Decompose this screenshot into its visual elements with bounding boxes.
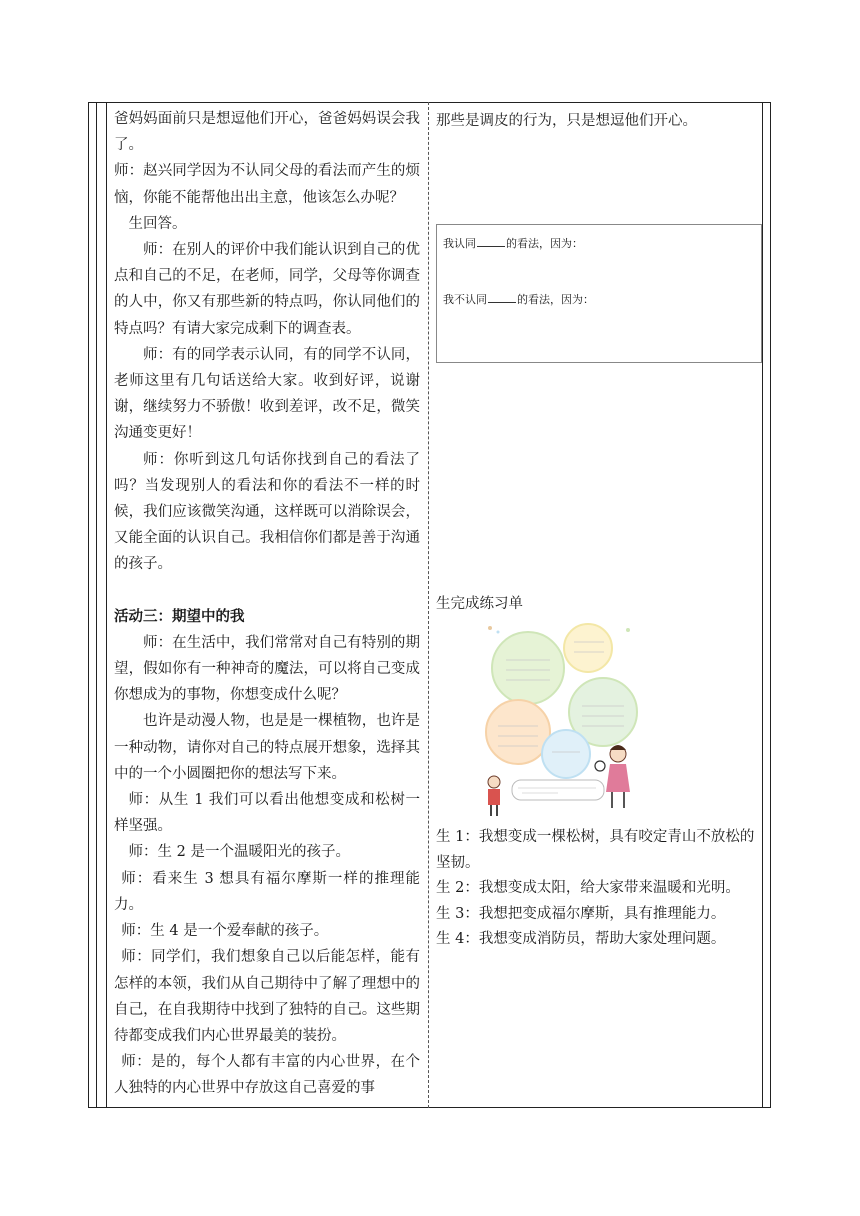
text-line: 师：赵兴同学因为不认同父母的看法而产生的烦恼，你能不能帮他出出主意，他该怎么办呢？ xyxy=(114,163,420,206)
text-line: 师：在生活中，我们常常对自己有特别的期望，假如你有一种神奇的魔法，可以将自己变成你想成为的事物，你想变成什么呢？ xyxy=(114,634,420,704)
text-line: 师：生 4 是一个爱奉献的孩子。 xyxy=(121,923,329,940)
table-outer-left-border xyxy=(88,102,89,1108)
text-line: 那些是调皮的行为，只是想逗他们开心。 xyxy=(436,113,697,129)
table-top-border xyxy=(88,102,771,103)
teaching-process-column xyxy=(114,106,420,1102)
table-bottom-border xyxy=(88,1107,771,1108)
spacer xyxy=(114,578,420,604)
text-line: 也许是动漫人物，也是是一棵植物，也许是一种动物，请你对自己的特点展开想象，选择其中的一个小圆圈把你的想法写下来。 xyxy=(114,713,420,782)
answer-line: 生 3：我想把变成福尔摩斯，具有推理能力。 xyxy=(436,905,726,922)
activity-heading: 活动三：期望中的我 xyxy=(114,607,245,625)
text-line: 生回答。 xyxy=(128,215,187,232)
agree-line: 我认同 的看法，因为： xyxy=(443,237,583,250)
text-line: 师：生 2 是一个温暖阳光的孩子。 xyxy=(128,844,350,861)
thought-bubble-orange xyxy=(486,700,550,764)
text-line: 师：是的，每个人都有丰富的内心世界，在个人独特的内心世界中存放这自己喜爱的事 xyxy=(114,1054,420,1097)
opinion-worksheet-box xyxy=(436,224,762,363)
answer-line: 生 1：我想变成一棵松树，具有咬定青山不放松的坚韧。 xyxy=(436,829,755,871)
worksheet-title: 生完成练习单 xyxy=(436,596,523,612)
fill-blank xyxy=(488,302,516,303)
text-line: 师：在别人的评价中我们能认识到自己的优点和自己的不足，在老师，同学，父母等你调查的人中，你又有那些新的特点吗，你认同他们的特点吗？有请大家完成剩下的调查表。 xyxy=(114,242,420,337)
disagree-line: 我不认同 的看法，因为： xyxy=(443,293,594,306)
text-line: 师：同学们，我们想象自己以后能怎样，能有怎样的本领，我们从自己期待中了解了理想中的自己，在自我期待中找到了独特的自己。这些期待都变成我们内心世界最美的装扮。 xyxy=(114,949,420,1044)
table-middle-divider xyxy=(428,102,429,1108)
boy-figure xyxy=(488,776,500,816)
text-line: 师：看来生 3 想具有福尔摩斯一样的推理能力。 xyxy=(114,870,420,913)
table-outer-right-border xyxy=(770,102,771,1108)
text-line: 师：有的同学表示认同，有的同学不认同，老师这里有几句话送给大家。收到好评，说谢谢，继续努力不骄傲！收到差评，改不足，微笑沟通变更好！ xyxy=(114,346,420,442)
table-column-border xyxy=(106,102,107,1108)
decor-dots xyxy=(488,626,630,634)
text-line: 师：你听到这几句话你找到自己的看法了吗？当发现别人的看法和你的看法不一样的时候，我们应该微笑沟通，这样既可以消除误会，又能全面的认识自己。我相信你们都是善于沟通的孩子。 xyxy=(114,451,420,573)
answer-line: 生 4：我想变成消防员，帮助大家处理问题。 xyxy=(436,931,726,947)
text-line: 师：从生 1 我们可以看出他想变成和松树一样坚强。 xyxy=(114,792,420,835)
text-line: 爸妈妈面前只是想逗他们开心，爸爸妈妈误会我了。 xyxy=(114,111,420,154)
speech-bubble xyxy=(512,780,604,800)
answer-line: 生 2：我想变成太阳，给大家带来温暖和光明。 xyxy=(436,880,740,896)
thought-bubble-green xyxy=(492,632,564,704)
table-right-border xyxy=(762,102,763,1108)
table-inner-left-border xyxy=(96,102,97,1108)
worksheet-illustration xyxy=(478,622,648,818)
fill-blank xyxy=(477,246,505,247)
thought-bubble-yellow xyxy=(564,624,612,672)
student-answers xyxy=(436,825,766,953)
student-activity-column xyxy=(436,108,764,134)
thought-bubble-blue xyxy=(542,730,590,778)
